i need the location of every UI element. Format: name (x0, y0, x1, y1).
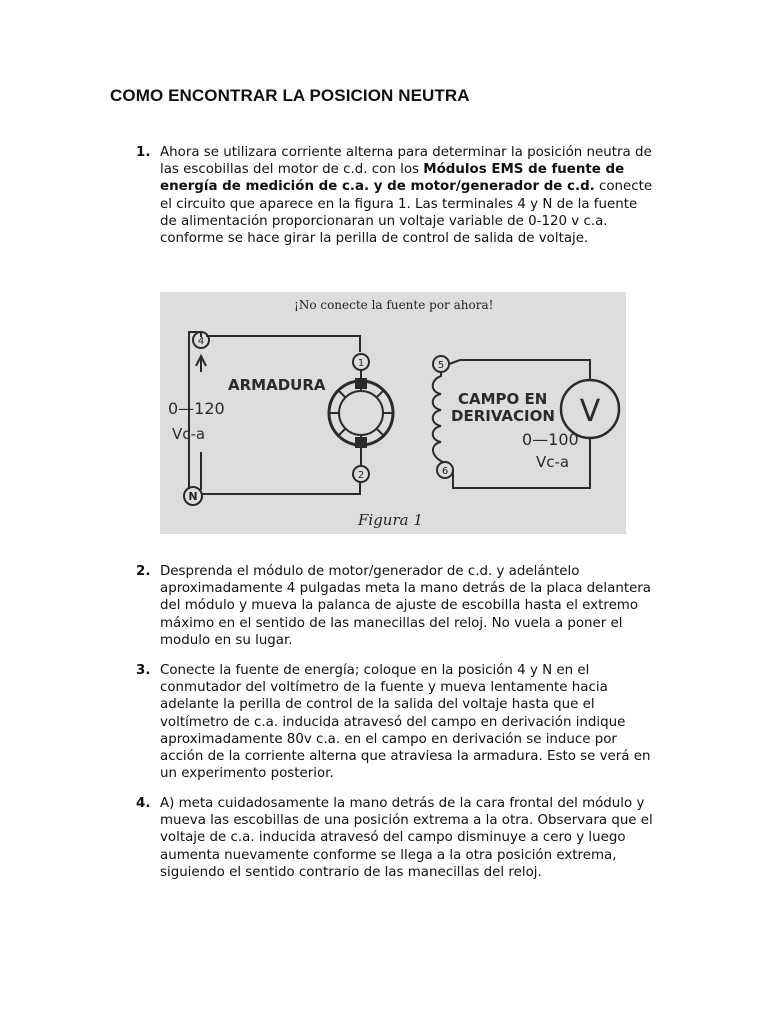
item-text (160, 144, 656, 247)
top-wire-left (207, 336, 360, 352)
item-number: 1. (136, 145, 151, 160)
item-text: Desprenda el módulo de motor/generador de c.d. y adelántelo aproximadamente 4 pulgadas meta la mano detrás de la placa delantera del módulo y mueva la palanca de ajuste de escobilla hasta el extremo máximo en el sentido de las manecillas del reloj. No vuela a poner el modulo en su lugar. (160, 564, 652, 648)
terminal-5-label: 5 (437, 360, 445, 371)
list-item (136, 795, 656, 881)
item-text-part: Ahora se utilizara corriente alterna para determinar la posición neutra de las escobillas del motor de c.d. con los (160, 145, 652, 178)
figure-caption: Figura 1 (358, 511, 423, 529)
list-item (136, 662, 656, 782)
terminal-2 (353, 466, 369, 482)
arrow-icon (196, 356, 206, 372)
item-text: Conecte la fuente de energía; coloque en la posición 4 y N en el conmutador del voltímetro de la fuente y mueva lentamente hacia adelante la perilla de control de la salida del voltaje hasta que el voltímetro de c.a. inducida atravesó del campo en derivación indique aproximadamente 80v c.a. en el campo en derivación se induce por acción de la corriente alterna que atraviesa la armadura. Esto se verá en un experimento posterior. (160, 663, 651, 782)
terminal-1-label: 1 (357, 358, 365, 369)
terminal-6-label: 6 (441, 466, 449, 477)
terminal-2-label: 2 (357, 470, 365, 481)
shunt-field-coil (433, 372, 443, 462)
source-range: 0—120 (168, 399, 225, 418)
item-number: 3. (136, 663, 151, 678)
circuit-figure (160, 292, 626, 534)
armature-symbol (329, 370, 393, 466)
item-number: 2. (136, 564, 151, 579)
warning-text: ¡No conecte la fuente por ahora! (294, 298, 494, 312)
voltmeter-symbol: V (579, 394, 601, 429)
meter-range: 0—100 (522, 430, 579, 449)
bottom-wire-left (201, 482, 360, 494)
terminal-5 (433, 356, 449, 372)
terminal-4-label: 4 (197, 336, 205, 347)
source-unit: Vc-a (172, 425, 206, 443)
page-title: COMO ENCONTRAR LA POSICION NEUTRA (110, 86, 470, 105)
item-text: A) meta cuidadosamente la mano detrás de la cara frontal del módulo y mueva las escobillas de una posición extrema a la otra. Observara que el voltaje de c.a. inducida atravesó del campo disminuye a cero y luego aumenta nuevamente conforme se llega a la otra posición extrema, siguiendo el sentido contrario de las manecillas del reloj. (160, 796, 653, 880)
list-item (136, 144, 656, 247)
armature-label: ARMADURA (228, 376, 326, 394)
item-bold-text: Módulos EMS de fuente de energía de medición de c.a. y de motor/generador de c.d. (160, 162, 625, 195)
meter-unit: Vc-a (536, 453, 570, 471)
list-item (136, 563, 656, 649)
field-top-wire (449, 360, 590, 380)
field-label-line-1: CAMPO EN (458, 390, 548, 408)
terminal-n-label: N (188, 490, 198, 503)
circuit-diagram (160, 292, 626, 534)
terminal-1 (353, 354, 369, 370)
terminal-n (184, 487, 202, 505)
item-text-part: conecte el circuito que aparece en la figura 1. Las terminales 4 y N de la fuente de alimentación proporcionaran un voltaje variable de 0-120 v c.a. conforme se hace girar la perilla de control de salida de voltaje. (160, 179, 653, 247)
item-number: 4. (136, 796, 151, 811)
field-label-line-2: DERIVACION (451, 407, 555, 425)
terminal-6 (437, 462, 453, 478)
